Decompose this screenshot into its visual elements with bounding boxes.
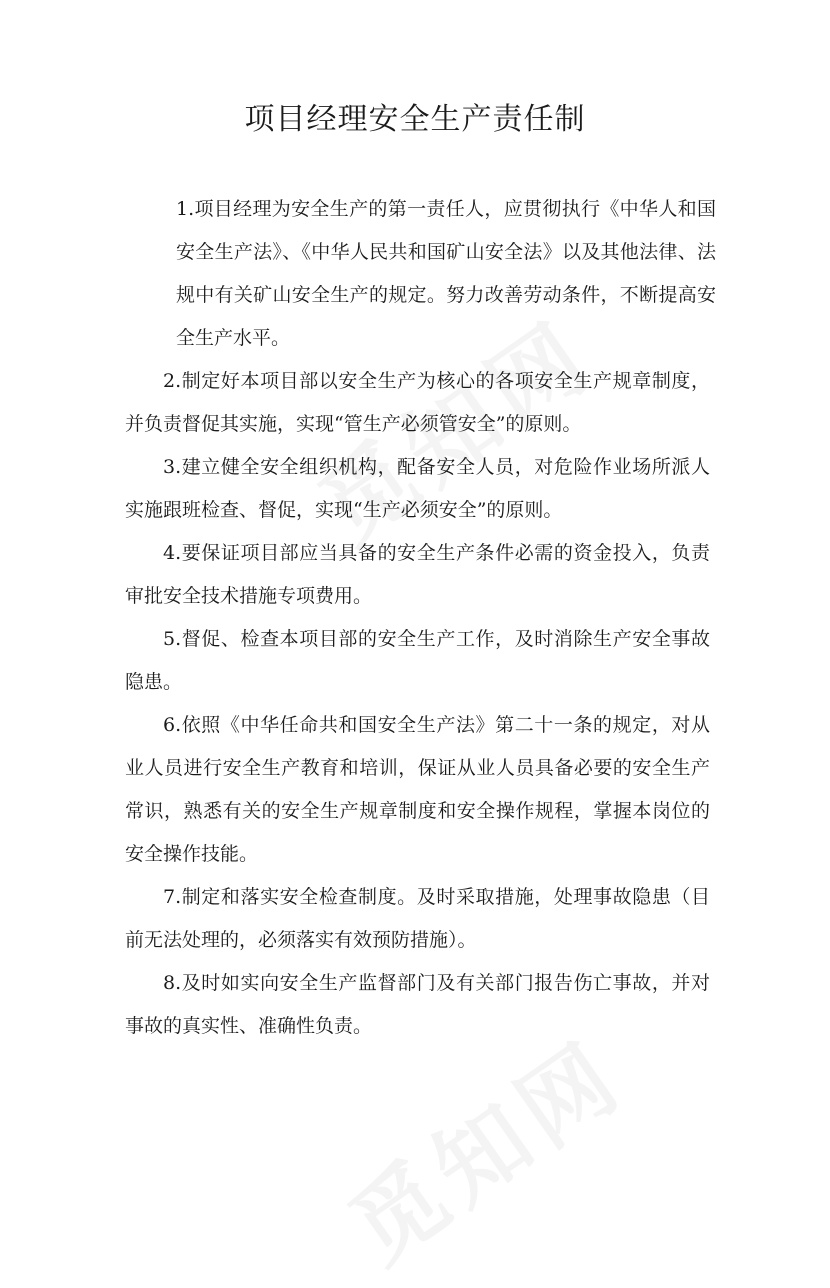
paragraph-2: 2.制定好本项目部以安全生产为核心的各项安全生产规章制度，并负责督促其实施，实现“管生产必须管安全”的原则。	[125, 370, 710, 435]
paragraph-3: 3.建立健全安全组织机构，配备安全人员，对危险作业场所派人实施跟班检查、督促，实现“生产必须安全”的原则。	[125, 456, 710, 521]
paragraph-7: 7.制定和落实安全检查制度。及时采取措施，处理事故隐患（目前无法处理的，必须落实有效预防措施）。	[125, 886, 710, 951]
paragraph-5: 5.督促、检查本项目部的安全生产工作，及时消除生产安全事故隐患。	[125, 628, 710, 693]
paragraph-1: 1.项目经理为安全生产的第一责任人，应贯彻执行《中华人和国安全生产法》、《中华人民共和国矿山安全法》以及其他法律、法规中有关矿山安全生产的规定。努力改善劳动条件，不断提高安全生产水平。	[176, 198, 716, 349]
paragraph-4: 4.要保证项目部应当具备的安全生产条件必需的资金投入，负责审批安全技术措施专项费用。	[125, 542, 710, 607]
paragraph-6: 6.依照《中华任命共和国安全生产法》第二十一条的规定，对从业人员进行安全生产教育和培训，保证从业人员具备必要的安全生产常识，熟悉有关的安全生产规章制度和安全操作规程，掌握本岗位的安全操作技能。	[125, 714, 710, 865]
page-title: 项目经理安全生产责任制	[244, 102, 586, 137]
paragraph-8: 8.及时如实向安全生产监督部门及有关部门报告伤亡事故，并对事故的真实性、准确性负责。	[125, 972, 710, 1037]
